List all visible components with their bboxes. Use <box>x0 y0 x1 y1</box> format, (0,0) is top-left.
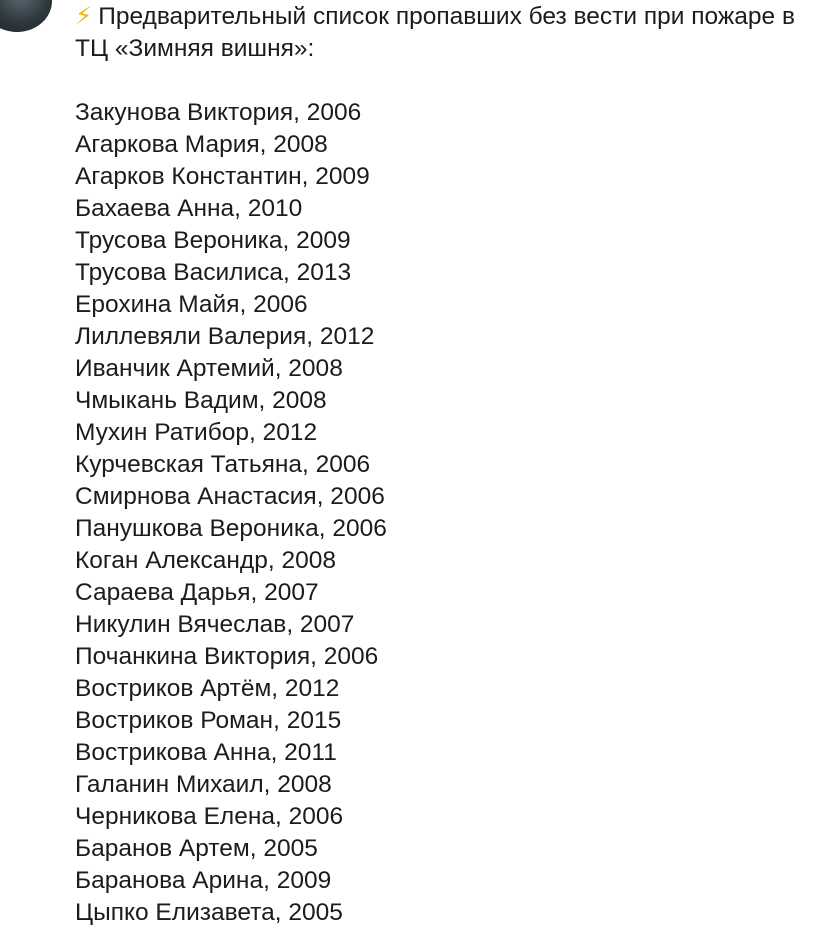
list-item: Курчевская Татьяна, 2006 <box>75 451 371 478</box>
list-item: Панушкова Вероника, 2006 <box>75 515 387 542</box>
list-item: Агаркова Мария, 2008 <box>75 131 328 158</box>
list-item: Коган Александр, 2008 <box>75 547 336 574</box>
list-item: Баранов Артем, 2005 <box>75 835 318 862</box>
list-item: Трусова Василиса, 2013 <box>75 259 352 286</box>
list-item: Смирнова Анастасия, 2006 <box>75 483 385 510</box>
list-item: Вострикова Анна, 2011 <box>75 739 337 766</box>
list-item: Никулин Вячеслав, 2007 <box>75 611 355 638</box>
list-item: Иванчик Артемий, 2008 <box>75 355 343 382</box>
post-header <box>75 0 805 65</box>
list-item: Черникова Елена, 2006 <box>75 803 344 830</box>
list-item: Почанкина Виктория, 2006 <box>75 643 379 670</box>
avatar[interactable] <box>0 0 52 32</box>
list-item: Галанин Михаил, 2008 <box>75 771 332 798</box>
list-item: Ерохина Майя, 2006 <box>75 291 308 318</box>
list-item: Востриков Роман, 2015 <box>75 707 342 734</box>
list-item: Цыпко Елизавета, 2005 <box>75 899 343 926</box>
post-header-text: Предварительный список пропавших без вести при пожаре в ТЦ «Зимняя вишня»: <box>75 3 795 62</box>
list-item: Баранова Арина, 2009 <box>75 867 332 894</box>
list-item: Сараева Дарья, 2007 <box>75 579 319 606</box>
list-item: Мухин Ратибор, 2012 <box>75 419 318 446</box>
list-item: Трусова Вероника, 2009 <box>75 227 351 254</box>
list-item: Востриков Артём, 2012 <box>75 675 340 702</box>
missing-people-list <box>75 97 805 929</box>
list-item: Чмыкань Вадим, 2008 <box>75 387 327 414</box>
list-item: Лиллевяли Валерия, 2012 <box>75 323 375 350</box>
post-body <box>75 0 805 929</box>
list-item: Закунова Виктория, 2006 <box>75 99 362 126</box>
lightning-icon: ⚡ <box>75 1 93 30</box>
list-item: Агарков Константин, 2009 <box>75 163 370 190</box>
list-item: Бахаева Анна, 2010 <box>75 195 303 222</box>
